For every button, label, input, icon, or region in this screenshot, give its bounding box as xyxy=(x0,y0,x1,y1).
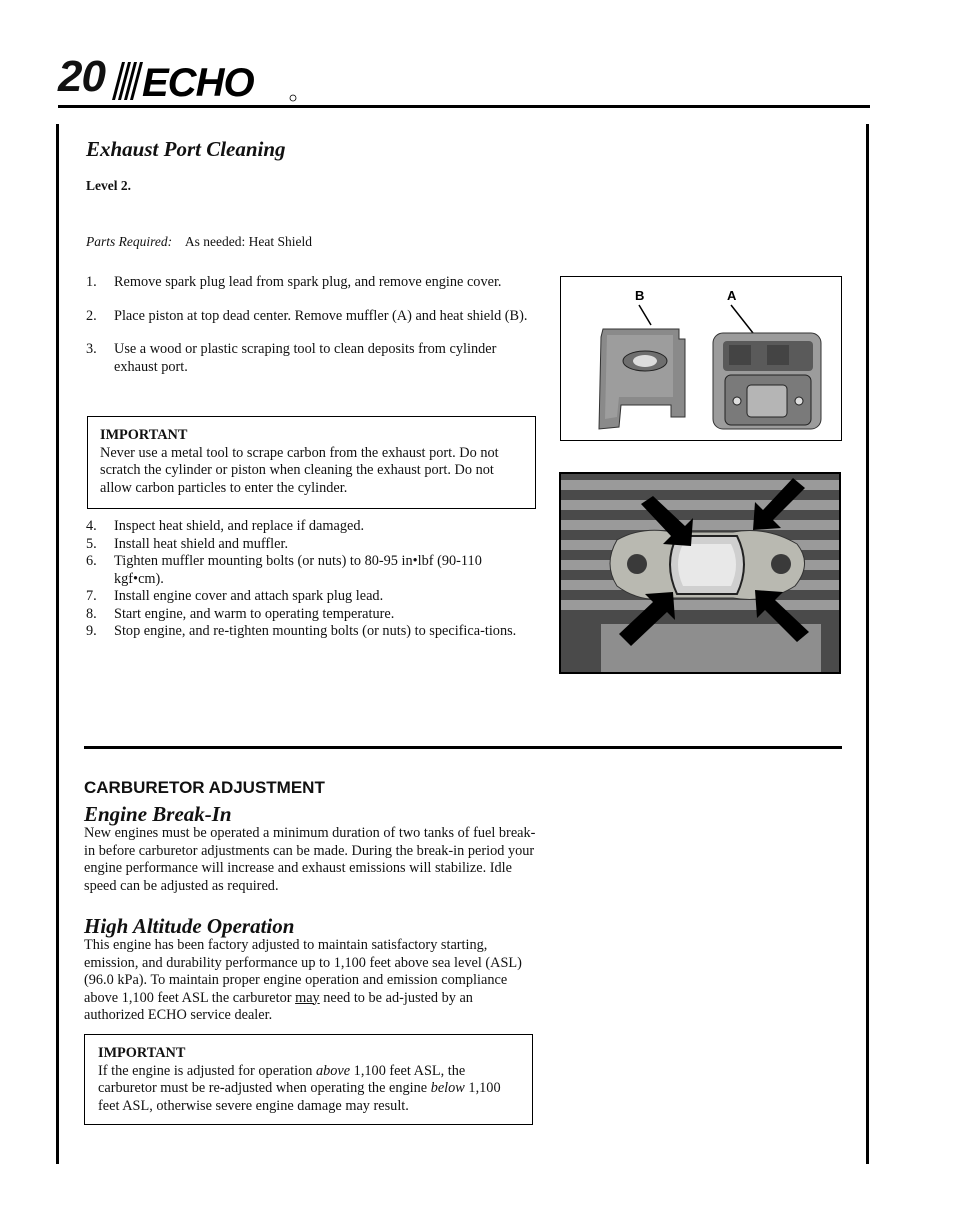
page-number: 20 xyxy=(58,52,105,101)
svg-text:ECHO: ECHO xyxy=(142,61,254,102)
muffler-heat-shield-illustration xyxy=(561,277,841,440)
parts-value: As needed: Heat Shield xyxy=(184,234,312,249)
label-a: A xyxy=(727,288,737,303)
header-rule xyxy=(58,105,870,108)
right-margin-rule xyxy=(866,124,869,1164)
muffler-figure xyxy=(560,276,842,441)
label-b: B xyxy=(635,288,645,303)
level-label: Level 2. xyxy=(86,178,131,193)
break-in-title: Engine Break-In xyxy=(84,802,232,826)
altitude-title: High Altitude Operation xyxy=(84,914,295,938)
altitude-text: This engine has been factory adjusted to maintain satisfactory starting, emission, and durability performance up to 1,100 feet above sea level (ASL) (96.0 kPa). To maintain proper engine operation and emission compliance above 1,100 feet ASL the carburetor may need to be ad-justed by an authorized ECHO service dealer. xyxy=(84,937,522,1023)
echo-logo xyxy=(112,58,302,102)
section-rule xyxy=(84,746,842,749)
list-item: 3. Use a wood or plastic scraping tool to clean deposits from cylinder exhaust port. xyxy=(86,341,497,375)
exhaust-title: Exhaust Port Cleaning xyxy=(86,137,286,161)
list-item: 6. Tighten muffler mounting bolts (or nuts) to 80-95 in•lbf (90-110 kgf•cm). xyxy=(86,553,482,587)
important-title: IMPORTANT xyxy=(100,427,188,443)
list-item: 7. Install engine cover and attach spark plug lead. xyxy=(86,588,384,604)
break-in-text: New engines must be operated a minimum duration of two tanks of fuel break-in before carburetor adjustments can be made. During the break-in period your engine performance will increase and exhaust emissions will stabilize. Idle speed can be adjusted as required. xyxy=(84,825,536,894)
important-box-altitude xyxy=(84,1034,533,1125)
important-title: IMPORTANT xyxy=(98,1045,186,1061)
list-item: 8. Start engine, and warm to operating temperature. xyxy=(86,605,395,622)
parts-required xyxy=(86,233,312,251)
important-box-exhaust xyxy=(87,416,536,509)
left-margin-rule xyxy=(56,124,59,1164)
list-item: 4. Inspect heat shield, and replace if damaged. xyxy=(86,518,365,534)
important-text: Never use a metal tool to scrape carbon from the exhaust port. Do not scratch the cylinder or piston when cleaning the exhaust port. Do not allow carbon particles to enter the cylinder. xyxy=(100,444,499,496)
important-text: If the engine is adjusted for operation above 1,100 feet ASL, the carburetor must be re-adjusted when operating the engine below 1,100 feet ASL, otherwise severe engine damage may result. xyxy=(98,1062,501,1114)
steps-list-b xyxy=(86,518,526,641)
carburetor-heading: CARBURETOR ADJUSTMENT xyxy=(84,778,325,797)
exhaust-port-figure xyxy=(559,472,841,674)
heat-shield-shape xyxy=(599,329,685,429)
list-item: 1. Remove spark plug lead from spark plug, and remove engine cover. xyxy=(86,274,502,290)
exhaust-port-illustration xyxy=(561,474,839,672)
list-item: 9. Stop engine, and re-tighten mounting bolts (or nuts) to specifica-tions. xyxy=(86,623,517,639)
parts-label: Parts Required: xyxy=(86,234,173,249)
steps-list-a xyxy=(86,274,536,376)
muffler-shape xyxy=(713,333,821,429)
list-item: 2. Place piston at top dead center. Remove muffler (A) and heat shield (B). xyxy=(86,307,528,324)
list-item: 5. Install heat shield and muffler. xyxy=(86,535,289,552)
